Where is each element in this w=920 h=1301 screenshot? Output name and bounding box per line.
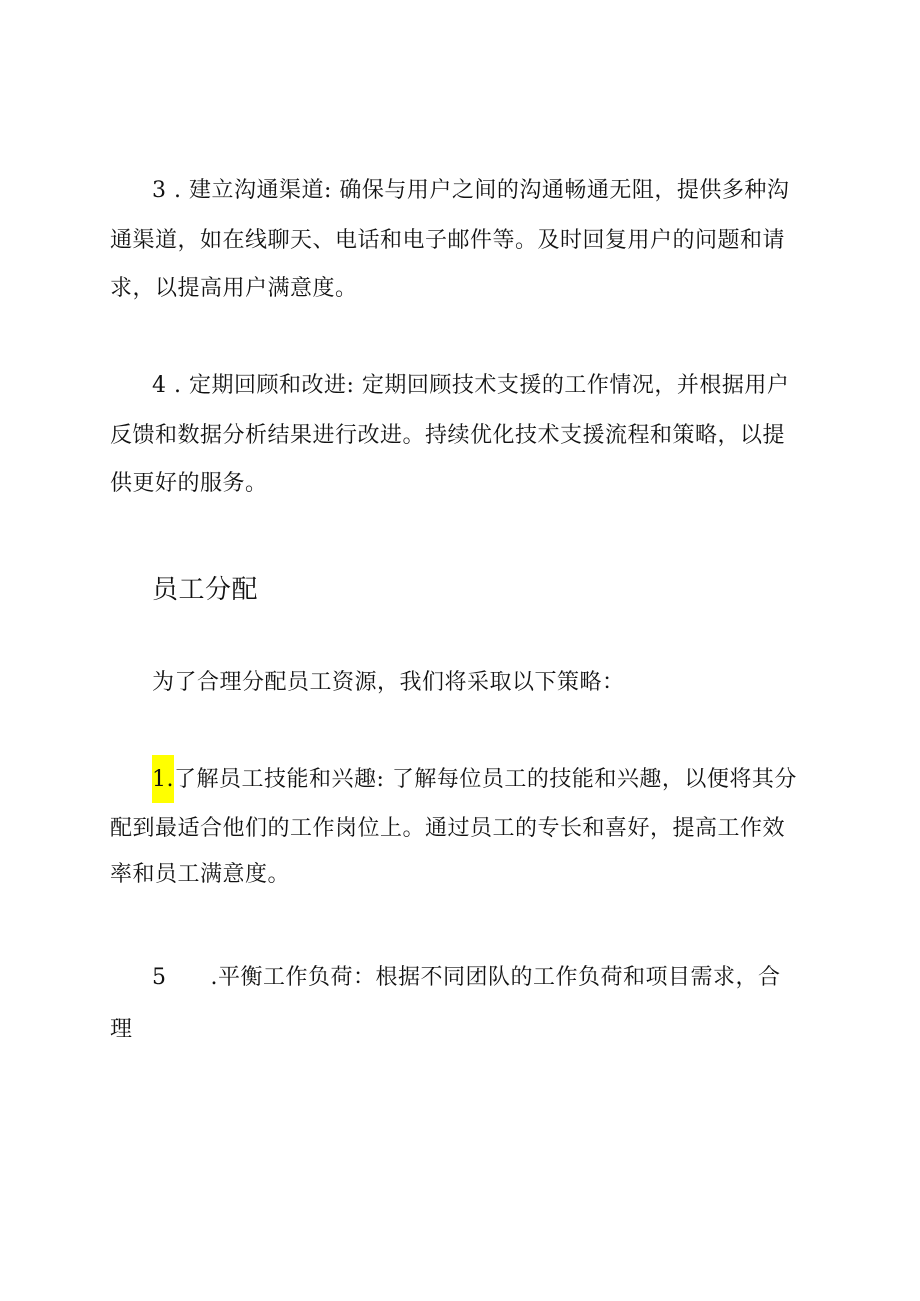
paragraph-5-line-2: 理	[110, 1017, 133, 1042]
paragraph-4-line-2: 反馈和数据分析结果进行改进。持续优化技术支援流程和策略，以提	[110, 423, 786, 448]
paragraph-1-line-3: 率和员工满意度。	[110, 862, 291, 887]
paragraph-3-number: 3	[152, 178, 167, 203]
paragraph-3-line-2: 通渠道，如在线聊天、电话和电子邮件等。及时回复用户的问题和请	[110, 228, 786, 253]
section-heading: 员工分配	[152, 575, 259, 605]
paragraph-3-line-1	[152, 176, 852, 206]
paragraph-3-text-1: . 建立沟通渠道: 确保与用户之间的沟通畅通无阻，提供多种沟	[166, 178, 790, 203]
paragraph-4-line-1	[152, 371, 852, 401]
intro-text: 为了合理分配员工资源，我们将采取以下策略：	[152, 670, 625, 695]
paragraph-1-line-1	[152, 765, 852, 803]
paragraph-4-line-3: 供更好的服务。	[110, 471, 268, 496]
paragraph-1-text-1: 了解员工技能和兴趣: 了解每位员工的技能和兴趣，以便将其分	[174, 767, 797, 792]
paragraph-5-number: 5	[152, 965, 167, 990]
paragraph-5-text-1: .平衡工作负荷：根据不同团队的工作负荷和项目需求，合	[210, 965, 781, 990]
paragraph-3-line-3: 求，以提高用户满意度。	[110, 276, 358, 301]
paragraph-4-number: 4	[152, 373, 167, 398]
paragraph-1-line-2: 配到最适合他们的工作岗位上。通过员工的专长和喜好，提高工作效	[110, 816, 786, 841]
paragraph-4-text-1: . 定期回顾和改进: 定期回顾技术支援的工作情况，并根据用户	[166, 373, 790, 398]
paragraph-1-number-highlighted: 1.	[152, 755, 174, 803]
paragraph-5-line-1	[152, 963, 852, 993]
